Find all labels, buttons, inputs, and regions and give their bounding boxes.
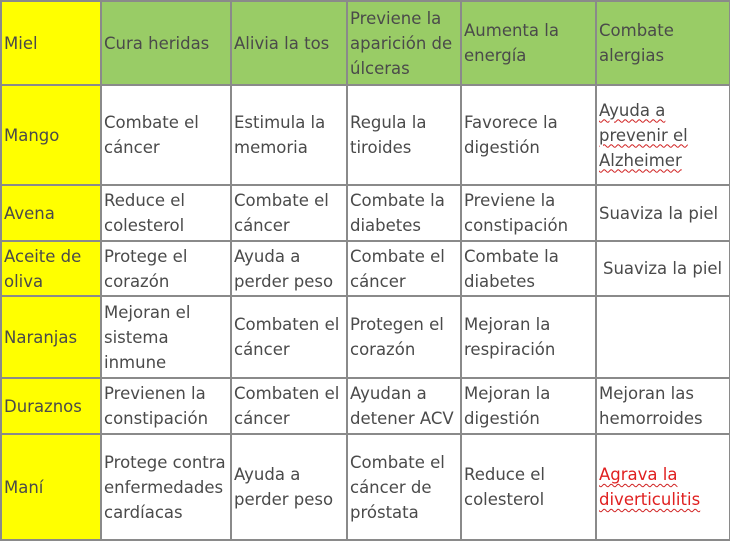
table-cell: Protegen el corazón bbox=[347, 296, 461, 378]
warning-cell: Agrava la diverticulitis bbox=[596, 434, 730, 540]
table-cell: Combate alergias bbox=[596, 1, 730, 85]
table-cell: Mejoran la digestión bbox=[461, 378, 596, 434]
row-label-mango: Mango bbox=[1, 85, 101, 185]
table-cell: Aumenta la energía bbox=[461, 1, 596, 85]
table-cell: Suaviza la piel bbox=[596, 185, 730, 241]
row-label-aceite-de-oliva: Aceite de oliva bbox=[1, 241, 101, 296]
table-cell: Ayuda a perder peso bbox=[231, 434, 347, 540]
table-cell: Favorece la digestión bbox=[461, 85, 596, 185]
row-label-avena: Avena bbox=[1, 185, 101, 241]
table-row bbox=[1, 434, 730, 540]
table-cell: Combate el cáncer bbox=[231, 185, 347, 241]
table-header-row bbox=[1, 1, 730, 85]
table-cell: Regula la tiroides bbox=[347, 85, 461, 185]
table-cell bbox=[596, 296, 730, 378]
table-cell: Combate la diabetes bbox=[347, 185, 461, 241]
table-cell: Combate el cáncer bbox=[101, 85, 231, 185]
table-row bbox=[1, 85, 730, 185]
table-cell: Protege contra enfermedades cardíacas bbox=[101, 434, 231, 540]
table-cell: Ayuda a perder peso bbox=[231, 241, 347, 296]
table-cell: Reduce el colesterol bbox=[461, 434, 596, 540]
table-cell: Combaten el cáncer bbox=[231, 378, 347, 434]
table-row bbox=[1, 241, 730, 296]
table-cell: Previenen la constipación bbox=[101, 378, 231, 434]
table-cell: Mejoran las hemorroides bbox=[596, 378, 730, 434]
table-cell: Alivia la tos bbox=[231, 1, 347, 85]
table-cell: Cura heridas bbox=[101, 1, 231, 85]
table-cell: Combaten el cáncer bbox=[231, 296, 347, 378]
row-label-naranjas: Naranjas bbox=[1, 296, 101, 378]
row-label-mani: Maní bbox=[1, 434, 101, 540]
table-row bbox=[1, 185, 730, 241]
table-cell: Ayudan a detener ACV bbox=[347, 378, 461, 434]
table-cell: Reduce el colesterol bbox=[101, 185, 231, 241]
table-cell: Combate la diabetes bbox=[461, 241, 596, 296]
table-cell: Estimula la memoria bbox=[231, 85, 347, 185]
row-label-duraznos: Duraznos bbox=[1, 378, 101, 434]
table-cell: Suaviza la piel bbox=[596, 241, 730, 296]
table-cell: Previene la constipación bbox=[461, 185, 596, 241]
table-row bbox=[1, 296, 730, 378]
table-cell: Previene la aparición de úlceras bbox=[347, 1, 461, 85]
table-cell: Mejoran la respiración bbox=[461, 296, 596, 378]
table-cell: Ayuda a prevenir el Alzheimer bbox=[596, 85, 730, 185]
table-cell: Protege el corazón bbox=[101, 241, 231, 296]
row-label-miel: Miel bbox=[1, 1, 101, 85]
table-cell: Combate el cáncer de próstata bbox=[347, 434, 461, 540]
table-cell: Combate el cáncer bbox=[347, 241, 461, 296]
table-row bbox=[1, 378, 730, 434]
table-cell: Mejoran el sistema inmune bbox=[101, 296, 231, 378]
